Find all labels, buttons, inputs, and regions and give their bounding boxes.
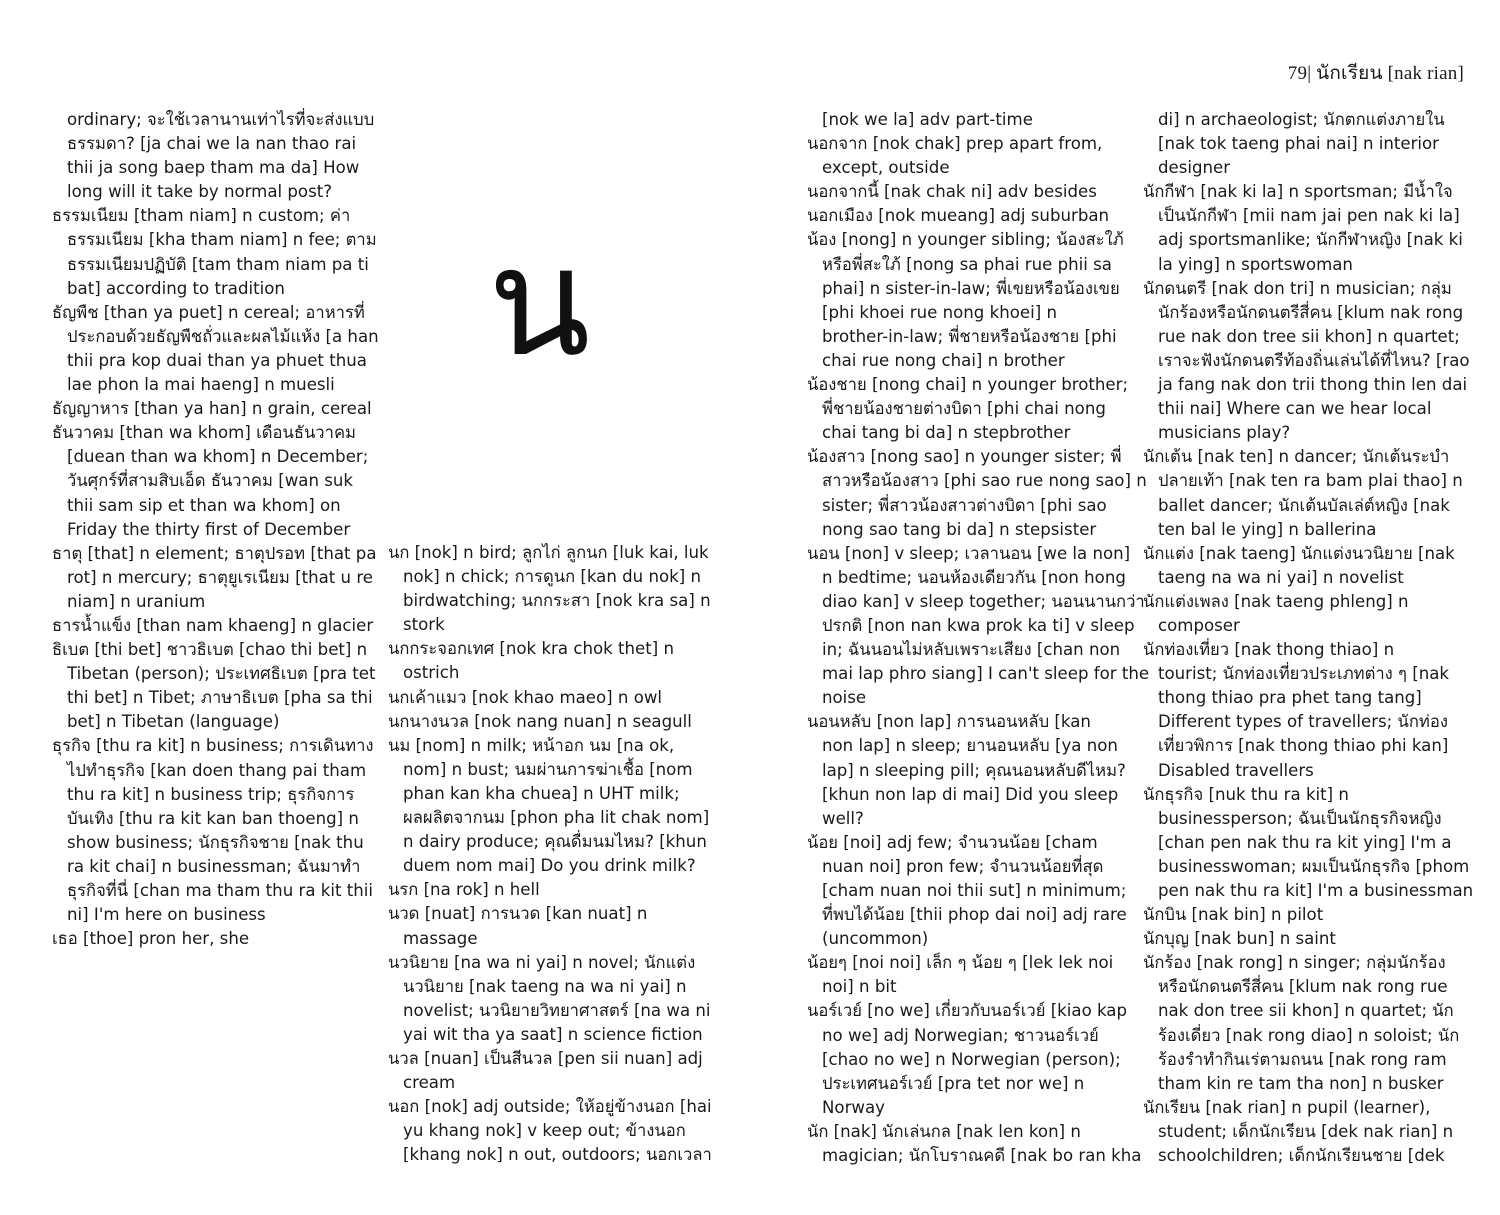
entry-line: ประกอบด้วยธัญพืชถั่วและผลไม้แห้ง [a han bbox=[67, 326, 379, 346]
entry-line: nak don tree sii khon] n quartet; นัก bbox=[1158, 1001, 1454, 1021]
entry-line: nom] n bust; นมผ่านการฆ่าเชื้อ [nom bbox=[403, 759, 693, 779]
entry-line: yai wit tha ya saat] n science fiction bbox=[403, 1024, 703, 1044]
entry-line: [nok we la] adv part-time bbox=[822, 110, 1033, 129]
entry-line: เราจะฟังนักดนตรีท้องถิ่นเล่นได้ที่ไหน? [rao bbox=[1158, 350, 1470, 370]
entry-line: thu ra kit] n business trip; ธุรกิจการ bbox=[67, 784, 355, 804]
entry-line: la ying] n sportswoman bbox=[1158, 254, 1353, 274]
entry-line: พี่ชายน้องชายต่างบิดา [phi chai nong bbox=[822, 399, 1106, 419]
entry-line: ธัญญาหาร [than ya han] n grain, cereal bbox=[52, 399, 372, 419]
entry-line: นักบิน [nak bin] n pilot bbox=[1143, 905, 1324, 925]
section-letter: น bbox=[488, 216, 591, 390]
entry-line: [cham nuan noi thii sut] n minimum; bbox=[822, 881, 1127, 900]
header-separator: | bbox=[1307, 63, 1312, 84]
entry-line: เที่ยวพิการ [nak thong thiao phi kan] bbox=[1158, 736, 1449, 756]
entry-line: ธุรกิจ [thu ra kit] n business; การเดินทาง bbox=[52, 736, 374, 756]
dictionary-entry bbox=[388, 686, 728, 710]
entry-line: non lap] n sleep; ยานอนหลับ [ya non bbox=[822, 736, 1118, 756]
entry-line: เธอ [thoe] pron her, she bbox=[52, 929, 250, 949]
entry-line: ธิเบต [thi bet] ชาวธิเบต [chao thi bet] n bbox=[52, 640, 368, 660]
entry-line: tham kin re tam tha non] n busker bbox=[1158, 1073, 1444, 1093]
entry-line: novelist; นวนิยายวิทยาศาสตร์ [na wa ni bbox=[403, 1000, 711, 1020]
dictionary-entry bbox=[52, 638, 382, 734]
entry-line: thii ja song baep tham ma da] How bbox=[67, 158, 360, 178]
dictionary-entry bbox=[807, 951, 1142, 999]
entry-line: นอกจาก [nok chak] prep apart from, bbox=[807, 134, 1103, 154]
dictionary-entry bbox=[807, 180, 1142, 204]
entry-line: นรก [na rok] n hell bbox=[388, 880, 540, 900]
dictionary-entry bbox=[807, 542, 1150, 711]
entry-line: tourist; นักท่องเที่ยวประเภทต่าง ๆ [nak bbox=[1158, 664, 1450, 684]
entry-line: noi] n bit bbox=[822, 977, 897, 997]
entry-line: ธรรมดา? [ja chai we la nan thao rai bbox=[67, 134, 357, 154]
entry-line: ธาตุ [that] n element; ธาตุปรอท [that pa bbox=[52, 543, 377, 563]
entry-line: [khang nok] n out, outdoors; นอกเวลา bbox=[403, 1145, 712, 1165]
dictionary-entry bbox=[388, 734, 728, 879]
entry-line: นวนิยาย [na wa ni yai] n novel; นักแต่ง bbox=[388, 952, 696, 972]
entry-line: ร้องเดี่ยว [nak rong diao] n soloist; นัก bbox=[1158, 1025, 1460, 1045]
entry-line: except, outside bbox=[822, 158, 950, 178]
entry-line: นอกจากนี้ [nak chak ni] adv besides bbox=[807, 182, 1097, 202]
entry-line: Disabled travellers bbox=[1158, 760, 1314, 780]
entry-line: ostrich bbox=[403, 663, 460, 683]
entry-line: musicians play? bbox=[1158, 423, 1291, 443]
entry-line: ja fang nak don trii thong thin len dai bbox=[1158, 375, 1468, 395]
entry-line: stork bbox=[403, 615, 445, 635]
dictionary-entry bbox=[807, 108, 1142, 132]
entry-line: ordinary; จะใช้เวลานานเท่าไรที่จะส่งแบบ bbox=[67, 110, 375, 129]
entry-line: bat] according to tradition bbox=[67, 278, 285, 298]
dictionary-entry bbox=[52, 397, 382, 421]
dictionary-entry bbox=[1143, 951, 1483, 1096]
entry-line: rue nak don tree sii khon] n quartet; bbox=[1158, 326, 1460, 346]
entry-line: ballet dancer; นักเต้นบัลเล่ต์หญิง [nak bbox=[1158, 495, 1450, 515]
dictionary-entry bbox=[52, 301, 382, 397]
dictionary-entry bbox=[388, 902, 728, 950]
dictionary-entry bbox=[52, 614, 382, 638]
dictionary-entry bbox=[52, 421, 382, 541]
entry-line: นอกเมือง [nok mueang] adj suburban bbox=[807, 206, 1110, 226]
entry-line: ปรกติ [non nan kwa prok ka ti] v sleep bbox=[822, 615, 1135, 635]
entry-line: massage bbox=[403, 928, 478, 948]
entry-line: thi bet] n Tibet; ภาษาธิเบต [pha sa thi bbox=[67, 688, 373, 708]
entry-line: lap] n sleeping pill; คุณนอนหลับดีไหม? bbox=[822, 760, 1126, 780]
entry-line: magician; นักโบราณคดี [nak bo ran kha bbox=[822, 1146, 1142, 1166]
entry-line: หรือพี่สะใภ้ [nong sa phai rue phii sa bbox=[822, 254, 1112, 274]
entry-line: วันศุกร์ที่สามสิบเอ็ด ธันวาคม [wan suk bbox=[67, 471, 354, 491]
running-headword: นักเรียน [nak rian] bbox=[1316, 63, 1464, 84]
entry-line: น้องชาย [nong chai] n younger brother; bbox=[807, 375, 1129, 395]
entry-line: นักเต้น [nak ten] n dancer; นักเต้นระบำ bbox=[1143, 447, 1450, 467]
entry-line: ผลผลิตจากนม [phon pha lit chak nom] bbox=[403, 808, 710, 828]
entry-line: in; ฉันนอนไม่หลับเพราะเสียง [chan non bbox=[822, 640, 1121, 660]
entry-line: บันเทิง [thu ra kit kan ban thoeng] n bbox=[67, 808, 359, 828]
entry-line: student; เด็กนักเรียน [dek nak rian] n bbox=[1158, 1121, 1454, 1141]
entry-line: show business; นักธุรกิจชาย [nak thu bbox=[67, 832, 364, 852]
entry-line: thii sam sip et than wa khom] on bbox=[67, 495, 341, 515]
dictionary-entry bbox=[388, 1047, 728, 1095]
entry-line: [chao no we] n Norwegian (person); bbox=[822, 1049, 1121, 1069]
dictionary-entry bbox=[807, 228, 1142, 373]
entry-line: ธรรมเนียม [tham niam] n custom; ค่า bbox=[52, 206, 351, 226]
entry-line: pen nak thu ra kit] I'm a businessman bbox=[1158, 881, 1474, 900]
entry-line: ประเทศนอร์เวย์ [pra tet nor we] n bbox=[822, 1073, 1085, 1093]
dictionary-entry bbox=[1143, 277, 1483, 446]
entry-line: นักดนตรี [nak don tri] n musician; กลุ่ม bbox=[1143, 278, 1452, 298]
entry-line: Friday the thirty first of December bbox=[67, 519, 351, 539]
dictionary-entry bbox=[52, 734, 382, 927]
entry-line: นกนางนวล [nok nang nuan] n seagull bbox=[388, 711, 692, 731]
entry-line: นักร้องหรือนักดนตรีสี่คน [klum nak rong bbox=[1158, 302, 1464, 322]
dictionary-entry bbox=[807, 445, 1147, 541]
entry-line: ธุรกิจที่นี่ [chan ma tham thu ra kit thii bbox=[67, 881, 374, 900]
entry-line: ten bal le ying] n ballerina bbox=[1158, 519, 1377, 539]
dictionary-entry bbox=[1143, 445, 1483, 541]
dictionary-column-3 bbox=[807, 108, 1150, 1168]
dictionary-entry bbox=[1143, 903, 1483, 927]
dictionary-column-2 bbox=[388, 541, 728, 1167]
entry-line: sister; พี่สาวน้องสาวต่างบิดา [phi sao bbox=[822, 495, 1107, 515]
entry-line: ธรรมเนียม [kha tham niam] n fee; ตาม bbox=[67, 230, 377, 250]
dictionary-column-4 bbox=[1143, 108, 1483, 1168]
entry-line: n bedtime; นอนห้องเดียวกัน [non hong bbox=[822, 567, 1126, 587]
dictionary-entry bbox=[807, 204, 1142, 228]
entry-line: ที่พบได้น้อย [thii phop dai noi] adj rare bbox=[822, 905, 1127, 925]
entry-line: สาวหรือน้องสาว [phi sao rue nong sao] n bbox=[822, 471, 1147, 491]
entry-line: thii nai] Where can we hear local bbox=[1158, 399, 1432, 419]
entry-line: นักท่องเที่ยว [nak thong thiao] n bbox=[1143, 640, 1395, 660]
entry-line: phai] n sister-in-law; พี่เขยหรือน้องเขย bbox=[822, 278, 1120, 298]
entry-line: taeng na wa ni yai] n novelist bbox=[1158, 567, 1404, 587]
entry-line: rot] n mercury; ธาตุยูเรเนียม [that u re bbox=[67, 567, 374, 587]
entry-line: ธรรมเนียมปฏิบัติ [tam tham niam pa ti bbox=[67, 254, 369, 274]
entry-line: composer bbox=[1158, 615, 1240, 635]
entry-line: thong thiao pra phet tang tang] bbox=[1158, 688, 1422, 708]
entry-line: mai lap phro siang] I can't sleep for the bbox=[822, 664, 1150, 684]
dictionary-entry bbox=[1143, 542, 1483, 590]
entry-line: diao kan] v sleep together; นอนนานกว่า bbox=[822, 591, 1145, 611]
dictionary-entry bbox=[1143, 638, 1483, 783]
dictionary-entry bbox=[807, 1120, 1142, 1168]
entry-line: bet] n Tibetan (language) bbox=[67, 712, 280, 732]
entry-line: adj sportsmanlike; นักกีฬาหญิง [nak ki bbox=[1158, 230, 1463, 250]
entry-line: นม [nom] n milk; หน้าอก นม [na ok, bbox=[388, 735, 675, 755]
entry-line: noise bbox=[822, 688, 867, 708]
entry-line: chai rue nong chai] n brother bbox=[822, 350, 1065, 370]
entry-line: เป็นนักกีฬา [mii nam jai pen nak ki la] bbox=[1158, 206, 1460, 226]
page-header bbox=[1288, 58, 1464, 88]
entry-line: [chan pen nak thu ra kit ying] I'm a bbox=[1158, 832, 1452, 852]
entry-line: birdwatching; นกกระสา [nok kra sa] n bbox=[403, 591, 711, 611]
entry-line: yu khang nok] v keep out; ข้างนอก bbox=[403, 1121, 686, 1141]
entry-line: นวล [nuan] เป็นสีนวล [pen sii nuan] adj bbox=[388, 1048, 703, 1068]
entry-line: [phi khoei rue nong khoei] n bbox=[822, 302, 1057, 322]
dictionary-entry bbox=[807, 132, 1142, 180]
entry-line: ra kit chai] n businessman; ฉันมาทำ bbox=[67, 856, 361, 876]
entry-line: businessperson; ฉันเป็นนักธุรกิจหญิง bbox=[1158, 808, 1442, 828]
entry-line: นักแต่ง [nak taeng] นักแต่งนวนิยาย [nak bbox=[1143, 543, 1455, 563]
entry-line: [duean than wa khom] n December; bbox=[67, 447, 369, 467]
entry-line: นักเรียน [nak rian] n pupil (learner), bbox=[1143, 1097, 1431, 1117]
entry-line: phan kan kha chuea] n UHT milk; bbox=[403, 783, 680, 803]
entry-line: น้องสาว [nong sao] n younger sister; พี่ bbox=[807, 447, 1122, 467]
dictionary-entry bbox=[388, 951, 728, 1047]
dictionary-entry bbox=[1143, 927, 1483, 951]
entry-line: ปลายเท้า [nak ten ra bam plai thao] n bbox=[1158, 471, 1463, 491]
entry-line: ธัญพืช [than ya puet] n cereal; อาหารที่ bbox=[52, 302, 365, 322]
dictionary-entry bbox=[1143, 1096, 1483, 1168]
entry-line: ธารน้ำแข็ง [than nam khaeng] n glacier bbox=[52, 615, 374, 635]
entry-line: nong sao tang bi da] n stepsister bbox=[822, 519, 1097, 539]
entry-line: n dairy produce; คุณดื่มนมไหม? [khun bbox=[403, 832, 707, 852]
dictionary-entry bbox=[1143, 783, 1483, 903]
dictionary-entry bbox=[388, 710, 728, 734]
dictionary-entry bbox=[52, 927, 382, 951]
entry-line: น้อง [nong] n younger sibling; น้องสะใภ้ bbox=[807, 230, 1124, 250]
entry-line: นักร้อง [nak rong] n singer; กลุ่มนักร้อง bbox=[1143, 953, 1446, 973]
dictionary-entry bbox=[388, 1095, 728, 1167]
dictionary-column-1 bbox=[52, 108, 382, 951]
entry-line: Different types of travellers; นักท่อง bbox=[1158, 712, 1448, 732]
entry-line: ni] I'm here on business bbox=[67, 905, 266, 925]
entry-line: นักบุญ [nak bun] n saint bbox=[1143, 929, 1336, 949]
entry-line: นอร์เวย์ [no we] เกี่ยวกับนอร์เวย์ [kiao kap bbox=[807, 1001, 1128, 1021]
entry-line: di] n archaeologist; นักตกแต่งภายใน bbox=[1158, 110, 1445, 129]
entry-line: นวด [nuat] การนวด [kan nuat] n bbox=[388, 904, 648, 924]
dictionary-entry bbox=[1143, 180, 1483, 276]
entry-line: long will it take by normal post? bbox=[67, 182, 333, 202]
entry-line: นัก [nak] นักเล่นกล [nak len kon] n bbox=[807, 1121, 1081, 1141]
entry-line: น้อยๆ [noi noi] เล็ก ๆ น้อย ๆ [lek lek noi bbox=[807, 953, 1114, 973]
entry-line: น้อย [noi] adj few; จำนวนน้อย [cham bbox=[807, 832, 1098, 852]
entry-line: businesswoman; ผมเป็นนักธุรกิจ [phom bbox=[1158, 856, 1470, 876]
entry-line: ร้องรำทำกินเร่ตามถนน [nak rong ram bbox=[1158, 1049, 1447, 1069]
page-number: 79 bbox=[1287, 63, 1308, 84]
dictionary-entry bbox=[807, 831, 1142, 951]
entry-line: brother-in-law; พี่ชายหรือน้องชาย [phi bbox=[822, 326, 1117, 346]
entry-line: นกเค้าแมว [nok khao maeo] n owl bbox=[388, 687, 663, 707]
entry-line: นักแต่งเพลง [nak taeng phleng] n bbox=[1143, 591, 1409, 611]
dictionary-entry bbox=[52, 204, 382, 300]
entry-line: Norway bbox=[822, 1097, 885, 1117]
entry-line: นก [nok] n bird; ลูกไก่ ลูกนก [luk kai, luk bbox=[388, 543, 709, 562]
entry-line: นักกีฬา [nak ki la] n sportsman; มีน้ำใจ bbox=[1143, 182, 1453, 202]
entry-line: Tibetan (person); ประเทศธิเบต [pra tet bbox=[67, 664, 376, 684]
entry-line: schoolchildren; เด็กนักเรียนชาย [dek bbox=[1158, 1146, 1445, 1166]
dictionary-entry bbox=[1143, 108, 1483, 180]
entry-line: นอก [nok] adj outside; ให้อยู่ข้างนอก [hai bbox=[388, 1097, 712, 1117]
entry-line: thii pra kop duai than ya phuet thua bbox=[67, 350, 367, 370]
entry-line: หรือนักดนตรีสี่คน [klum nak rong rue bbox=[1158, 977, 1448, 997]
entry-line: ธันวาคม [than wa khom] เดือนธันวาคม bbox=[52, 423, 356, 443]
entry-line: cream bbox=[403, 1073, 456, 1093]
dictionary-entry bbox=[807, 999, 1142, 1119]
dictionary-entry bbox=[388, 637, 728, 685]
dictionary-entry bbox=[52, 108, 382, 204]
entry-line: [khun non lap di mai] Did you sleep bbox=[822, 784, 1119, 804]
entry-line: niam] n uranium bbox=[67, 591, 206, 611]
entry-line: [nak tok taeng phai nai] n interior bbox=[1158, 134, 1439, 154]
entry-line: นักธุรกิจ [nuk thu ra kit] n bbox=[1143, 784, 1349, 804]
dictionary-entry bbox=[807, 373, 1142, 445]
entry-line: designer bbox=[1158, 158, 1231, 178]
dictionary-entry bbox=[1143, 590, 1483, 638]
entry-line: nuan noi] pron few; จำนวนน้อยที่สุด bbox=[822, 856, 1104, 876]
entry-line: ไปทำธุรกิจ [kan doen thang pai tham bbox=[67, 760, 367, 780]
entry-line: นวนิยาย [nak taeng na wa ni yai] n bbox=[403, 976, 687, 996]
dictionary-entry bbox=[388, 541, 728, 637]
entry-line: นอนหลับ [non lap] การนอนหลับ [kan bbox=[807, 712, 1091, 732]
entry-line: lae phon la mai haeng] n muesli bbox=[67, 375, 335, 395]
dictionary-entry bbox=[807, 710, 1142, 830]
entry-line: nok] n chick; การดูนก [kan du nok] n bbox=[403, 567, 702, 587]
entry-line: นอน [non] v sleep; เวลานอน [we la non] bbox=[807, 543, 1131, 563]
entry-line: นกกระจอกเทศ [nok kra chok thet] n bbox=[388, 639, 674, 659]
entry-line: (uncommon) bbox=[822, 929, 929, 949]
entry-line: chai tang bi da] n stepbrother bbox=[822, 423, 1071, 443]
dictionary-entry bbox=[388, 878, 728, 902]
entry-line: duem nom mai] Do you drink milk? bbox=[403, 856, 696, 876]
entry-line: no we] adj Norwegian; ชาวนอร์เวย์ bbox=[822, 1025, 1099, 1045]
entry-line: well? bbox=[822, 808, 864, 828]
dictionary-entry bbox=[52, 542, 382, 614]
